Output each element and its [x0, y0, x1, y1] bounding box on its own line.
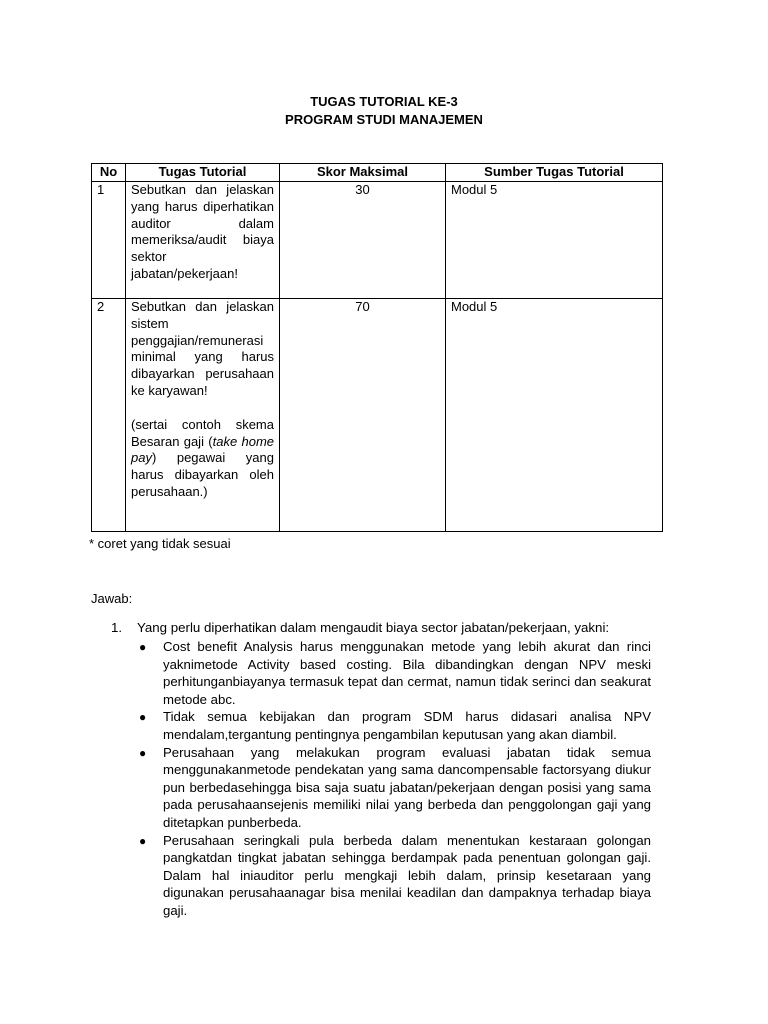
bullet-icon: ●: [139, 640, 147, 654]
table-header-row: [92, 164, 663, 182]
row-score: 70: [280, 299, 446, 532]
list-item: [137, 708, 651, 743]
answer-number: 1.: [111, 620, 123, 635]
bullet-icon: ●: [139, 710, 147, 725]
bullet-icon: ●: [139, 745, 147, 760]
column-header-score: Skor Maksimal: [280, 164, 446, 182]
row-source: Modul 5: [446, 299, 663, 532]
list-item: [137, 638, 651, 708]
answer-list: [111, 619, 651, 920]
answer-bullet-list: [111, 638, 651, 920]
row-task: Sebutkan dan jelaskan yang harus diperhatikan auditor dalam memeriksa/audit biaya sektor jabatan/pekerjaan!: [126, 182, 280, 299]
bullet-text: Perusahaan yang melakukan program evaluasi jabatan tidak semua menggunakanmetode pendekatan yang sama dancompensable factorsyang diukur pun berbedasehingga bisa saja suatu jabatan/pekerjaan dengan posisi yang sama pada perusahaansejenis memiliki nilai yang berbeda dan penggolongan gaji yang ditetapkan punberbeda.: [163, 744, 651, 830]
document-title: TUGAS TUTORIAL KE-3: [310, 94, 458, 109]
row-number: 1: [92, 182, 126, 299]
row-task-note: (sertai contoh skema Besaran gaji (take home pay) pegawai yang harus dibayarkan oleh perusahaan.): [131, 416, 275, 499]
row-task-cell: [126, 299, 280, 532]
column-header-no: No: [92, 164, 126, 182]
bullet-text: Perusahaan seringkali pula berbeda dalam menentukan kestaraan golongan pangkatdan tingkat jabatan sehingga berdampak pada penentuan golongan gaji. Dalam hal iniauditor perlu mengkaji lebih dalam, prinsip kesetaraan yang digunakan perusahaanagar bisa menilai keadilan dan dampaknya terhadap biaya gaji.: [163, 832, 651, 918]
column-header-source: Sumber Tugas Tutorial: [446, 164, 663, 182]
table-row: [92, 299, 663, 532]
answer-item: [111, 619, 651, 637]
list-item: [137, 832, 651, 920]
answer-text: Yang perlu diperhatikan dalam mengaudit biaya sector jabatan/pekerjaan, yakni:: [137, 620, 610, 635]
tutorial-task-table: [91, 163, 663, 532]
row-task: Sebutkan dan jelaskan sistem penggajian/remunerasi minimal yang harus dibayarkan perusahaan ke karyawan!: [131, 299, 274, 398]
document-subtitle: PROGRAM STUDI MANAJEMEN: [285, 112, 483, 127]
answer-label: Jawab:: [91, 591, 133, 606]
table-row: [92, 182, 663, 299]
row-score: 30: [280, 182, 446, 299]
row-number: 2: [92, 299, 126, 532]
row-source: Modul 5: [446, 182, 663, 299]
bullet-text: Cost benefit Analysis harus menggunakan metode yang lebih akurat dan rinci yaknimetode Activity based costing. Bila dibandingkan dengan NPV meski perhitunganbiayanya termasuk tepat dan cermat, namun tidak serinci dan seakurat metode abc.: [163, 639, 651, 707]
column-header-task: Tugas Tutorial: [126, 164, 280, 182]
bullet-icon: ●: [139, 833, 147, 848]
list-item: [137, 744, 651, 832]
bullet-text: Tidak semua kebijakan dan program SDM harus didasari analisa NPV mendalam,tergantung pentingnya pengambilan keputusan yang akan diambil.: [163, 709, 651, 742]
table-footnote: * coret yang tidak sesuai: [89, 536, 231, 551]
